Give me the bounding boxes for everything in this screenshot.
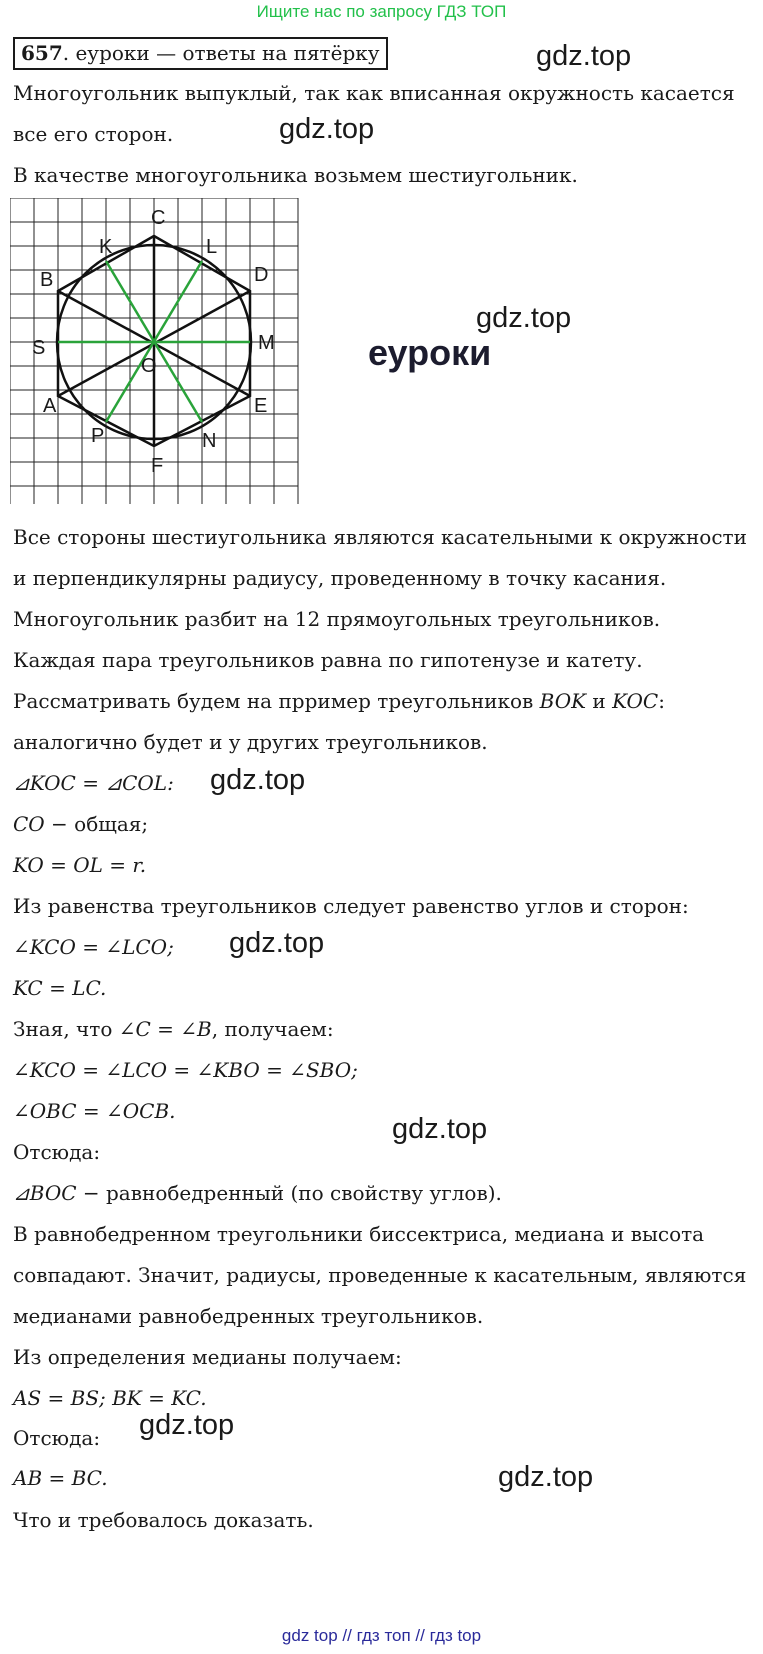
text-line [13, 688, 665, 714]
text-line: Многоугольник разбит на 12 прямоугольных треугольников. [13, 607, 661, 631]
math-span: ∠C = ∠B [118, 1017, 212, 1041]
math-line: KO = OL = r. [13, 853, 147, 877]
math-line: KC = LC. [13, 976, 107, 1000]
text-line: Все стороны шестиугольника являются касательными к окружности [13, 525, 747, 549]
math-span: BOK [539, 689, 587, 713]
watermark-gdz: gdz.top [279, 113, 375, 145]
text-span: и [586, 689, 613, 713]
text-span: Рассматривать будем на прример треугольников [13, 689, 540, 713]
text-span: : [658, 689, 665, 713]
text-span: − общая; [44, 812, 149, 836]
text-line [13, 1180, 502, 1206]
text-line: Из равенства треугольников следует равенство углов и сторон: [13, 894, 689, 918]
label-P: P [91, 425, 105, 447]
watermark-gdz: gdz.top [139, 1409, 235, 1441]
text-line: Отсюда: [13, 1140, 101, 1164]
text-line: Отсюда: [13, 1426, 101, 1450]
math-line: ∠KCO = ∠LCO = ∠KBO = ∠SBO; [13, 1058, 358, 1082]
math-line: ∠KCO = ∠LCO; [13, 935, 174, 959]
label-N: N [202, 430, 217, 452]
task-number: 657 [21, 41, 63, 65]
label-B: B [40, 269, 54, 291]
label-K: K [99, 236, 113, 258]
hexagon-inscribed-circle-figure [10, 198, 302, 508]
label-M: M [258, 332, 275, 354]
search-hint-banner: Ищите нас по запросу ГДЗ ТОП [256, 2, 507, 21]
watermark-gdz: gdz.top [229, 927, 325, 959]
text-line [13, 811, 148, 837]
math-span: ⊿BOC [13, 1181, 77, 1205]
math-span: CO [13, 812, 45, 836]
label-S: S [32, 337, 46, 359]
math-line: ∠OBC = ∠OCB. [13, 1099, 176, 1123]
footer-links[interactable]: gdz top // гдз топ // гдз top [281, 1626, 482, 1645]
label-C: C [151, 207, 166, 229]
label-L: L [206, 236, 218, 258]
text-line: и перпендикулярны радиусу, проведенному в точку касания. [13, 566, 667, 590]
text-span: , получаем: [211, 1017, 334, 1041]
text-line: Что и требовалось доказать. [13, 1508, 314, 1532]
watermark-gdz: gdz.top [498, 1461, 594, 1493]
math-line: AB = BC. [13, 1466, 108, 1490]
text-line: Из определения медианы получаем: [13, 1345, 402, 1369]
label-O: O [141, 355, 157, 377]
text-line: Каждая пара треугольников равна по гипотенузе и катету. [13, 648, 643, 672]
text-line: В равнобедренном треугольники биссектриса, медиана и высота [13, 1222, 705, 1246]
text-line: Многоугольник выпуклый, так как вписанная окружность касается [13, 81, 735, 105]
watermark-gdz: gdz.top [476, 302, 572, 334]
watermark-euroki: еуроки [368, 332, 492, 373]
label-E: E [254, 395, 268, 417]
math-line: AS = BS; BK = KC. [13, 1386, 207, 1410]
math-line: ⊿KOC = ⊿COL: [13, 771, 174, 795]
watermark-gdz: gdz.top [536, 40, 632, 72]
label-F: F [151, 455, 164, 477]
text-span: Зная, что [13, 1017, 119, 1041]
text-line [13, 1016, 334, 1042]
task-title-box [13, 37, 388, 70]
label-D: D [254, 264, 269, 286]
text-line: В качестве многоугольника возьмем шестиугольник. [13, 163, 578, 187]
text-span: − равнобедренный (по свойству углов). [76, 1181, 502, 1205]
math-span: KOC [612, 689, 659, 713]
text-line: совпадают. Значит, радиусы, проведенные к касательным, являются [13, 1263, 747, 1287]
task-title: . еуроки — ответы на пятёрку [62, 41, 380, 65]
watermark-gdz: gdz.top [210, 764, 306, 796]
label-A: A [43, 395, 57, 417]
watermark-gdz: gdz.top [392, 1113, 488, 1145]
text-line: аналогично будет и у других треугольников. [13, 730, 488, 754]
text-line: все его сторон. [13, 122, 174, 146]
text-line: медианами равнобедренных треугольников. [13, 1304, 484, 1328]
